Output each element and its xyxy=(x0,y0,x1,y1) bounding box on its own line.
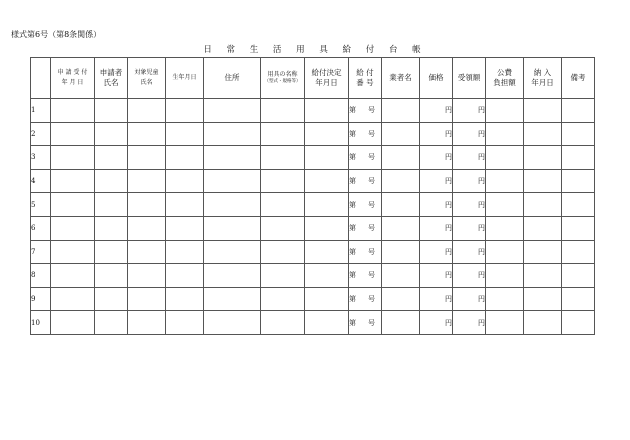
vendor-cell[interactable] xyxy=(382,216,420,240)
grant-number-cell[interactable] xyxy=(349,193,382,217)
grant-number-cell[interactable] xyxy=(349,122,382,146)
yen-unit: 円 xyxy=(445,247,452,256)
grant-number-suffix: 号 xyxy=(368,200,375,209)
price-cell[interactable] xyxy=(420,146,453,170)
row-number: 2 xyxy=(31,122,51,146)
decision-date-cell[interactable] xyxy=(305,287,349,311)
public-share-cell[interactable] xyxy=(486,287,524,311)
header-row xyxy=(31,58,595,99)
address-cell[interactable] xyxy=(204,216,261,240)
yen-unit: 円 xyxy=(478,295,485,304)
col-header-address: 住所 xyxy=(204,58,261,99)
yen-unit: 円 xyxy=(445,153,452,162)
decision-date-cell[interactable] xyxy=(305,311,349,335)
public-share-cell[interactable] xyxy=(486,99,524,123)
remarks-cell[interactable] xyxy=(562,287,595,311)
child-cell[interactable] xyxy=(128,122,166,146)
yen-unit: 円 xyxy=(478,153,485,162)
birthdate-cell[interactable] xyxy=(166,122,204,146)
grant-number-suffix: 号 xyxy=(368,153,375,162)
address-cell[interactable] xyxy=(204,287,261,311)
child-cell[interactable] xyxy=(128,146,166,170)
table-row xyxy=(31,216,595,240)
decision-date-cell[interactable] xyxy=(305,122,349,146)
received-amount-cell[interactable] xyxy=(453,99,486,123)
payment-date-cell[interactable] xyxy=(524,216,562,240)
grant-number-prefix: 第 xyxy=(349,247,356,256)
grant-number-suffix: 号 xyxy=(368,318,375,327)
row-number: 4 xyxy=(31,169,51,193)
child-cell[interactable] xyxy=(128,169,166,193)
remarks-cell[interactable] xyxy=(562,311,595,335)
document-title: 日 常 生 活 用 具 給 付 台 帳 xyxy=(203,45,427,55)
grant-number-prefix: 第 xyxy=(349,318,356,327)
price-cell[interactable] xyxy=(420,240,453,264)
item-name-cell[interactable] xyxy=(261,146,305,170)
public-share-cell[interactable] xyxy=(486,216,524,240)
price-cell[interactable] xyxy=(420,287,453,311)
payment-date-cell[interactable] xyxy=(524,169,562,193)
col-header-vendor: 業者名 xyxy=(382,58,420,99)
received-amount-cell[interactable] xyxy=(453,216,486,240)
receipt-date-cell[interactable] xyxy=(51,240,95,264)
grant-number-cell[interactable] xyxy=(349,311,382,335)
public-share-cell[interactable] xyxy=(486,193,524,217)
decision-date-cell[interactable] xyxy=(305,240,349,264)
yen-unit: 円 xyxy=(445,224,452,233)
public-share-cell[interactable] xyxy=(486,264,524,288)
col-header-grant-no: 給 付 番 号 xyxy=(349,58,382,99)
birthdate-cell[interactable] xyxy=(166,169,204,193)
applicant-cell[interactable] xyxy=(95,311,128,335)
item-name-cell[interactable] xyxy=(261,99,305,123)
public-share-cell[interactable] xyxy=(486,146,524,170)
yen-unit: 円 xyxy=(445,318,452,327)
price-cell[interactable] xyxy=(420,193,453,217)
public-share-cell[interactable] xyxy=(486,311,524,335)
payment-date-cell[interactable] xyxy=(524,264,562,288)
receipt-date-cell[interactable] xyxy=(51,193,95,217)
col-header-applicant: 申請者 氏名 xyxy=(95,58,128,99)
table-row xyxy=(31,169,595,193)
yen-unit: 円 xyxy=(478,129,485,138)
applicant-cell[interactable] xyxy=(95,169,128,193)
received-amount-cell[interactable] xyxy=(453,193,486,217)
item-name-cell[interactable] xyxy=(261,193,305,217)
remarks-cell[interactable] xyxy=(562,240,595,264)
birthdate-cell[interactable] xyxy=(166,287,204,311)
price-cell[interactable] xyxy=(420,311,453,335)
col-header-payment-date: 納 入 年月日 xyxy=(524,58,562,99)
yen-unit: 円 xyxy=(445,200,452,209)
row-number: 10 xyxy=(31,311,51,335)
child-cell[interactable] xyxy=(128,216,166,240)
decision-date-cell[interactable] xyxy=(305,264,349,288)
remarks-cell[interactable] xyxy=(562,264,595,288)
grant-number-prefix: 第 xyxy=(349,271,356,280)
item-name-cell[interactable] xyxy=(261,287,305,311)
applicant-cell[interactable] xyxy=(95,99,128,123)
receipt-date-cell[interactable] xyxy=(51,99,95,123)
grant-number-cell[interactable] xyxy=(349,264,382,288)
receipt-date-cell[interactable] xyxy=(51,146,95,170)
row-number: 6 xyxy=(31,216,51,240)
price-cell[interactable] xyxy=(420,169,453,193)
grant-number-prefix: 第 xyxy=(349,200,356,209)
child-cell[interactable] xyxy=(128,193,166,217)
public-share-cell[interactable] xyxy=(486,240,524,264)
applicant-cell[interactable] xyxy=(95,193,128,217)
table-row xyxy=(31,311,595,335)
yen-unit: 円 xyxy=(445,295,452,304)
grant-number-cell[interactable] xyxy=(349,99,382,123)
grant-number-prefix: 第 xyxy=(349,129,356,138)
address-cell[interactable] xyxy=(204,193,261,217)
payment-date-cell[interactable] xyxy=(524,122,562,146)
form-number-label: 様式第6号（第8条関係） xyxy=(11,30,102,39)
birthdate-cell[interactable] xyxy=(166,193,204,217)
address-cell[interactable] xyxy=(204,146,261,170)
remarks-cell[interactable] xyxy=(562,122,595,146)
address-cell[interactable] xyxy=(204,122,261,146)
col-header-receipt-date: 申 請 受 付 年 月 日 xyxy=(51,58,95,99)
yen-unit: 円 xyxy=(445,129,452,138)
payment-date-cell[interactable] xyxy=(524,193,562,217)
table-row xyxy=(31,193,595,217)
public-share-cell[interactable] xyxy=(486,122,524,146)
received-amount-cell[interactable] xyxy=(453,169,486,193)
received-amount-cell[interactable] xyxy=(453,287,486,311)
col-header-item-name: 用具の名称 （型式・規格等） xyxy=(261,58,305,99)
remarks-cell[interactable] xyxy=(562,146,595,170)
applicant-cell[interactable] xyxy=(95,264,128,288)
vendor-cell[interactable] xyxy=(382,311,420,335)
vendor-cell[interactable] xyxy=(382,146,420,170)
table-row xyxy=(31,122,595,146)
decision-date-cell[interactable] xyxy=(305,193,349,217)
yen-unit: 円 xyxy=(445,271,452,280)
yen-unit: 円 xyxy=(478,271,485,280)
birthdate-cell[interactable] xyxy=(166,264,204,288)
yen-unit: 円 xyxy=(478,224,485,233)
grant-number-cell[interactable] xyxy=(349,146,382,170)
price-cell[interactable] xyxy=(420,216,453,240)
item-name-cell[interactable] xyxy=(261,216,305,240)
yen-unit: 円 xyxy=(445,177,452,186)
child-cell[interactable] xyxy=(128,287,166,311)
row-number: 1 xyxy=(31,99,51,123)
col-header-decision-date: 給付決定 年月日 xyxy=(305,58,349,99)
applicant-cell[interactable] xyxy=(95,240,128,264)
vendor-cell[interactable] xyxy=(382,122,420,146)
remarks-cell[interactable] xyxy=(562,216,595,240)
decision-date-cell[interactable] xyxy=(305,169,349,193)
child-cell[interactable] xyxy=(128,99,166,123)
row-number: 3 xyxy=(31,146,51,170)
grant-number-suffix: 号 xyxy=(368,247,375,256)
grant-number-prefix: 第 xyxy=(349,153,356,162)
grant-number-prefix: 第 xyxy=(349,106,356,115)
table-row xyxy=(31,264,595,288)
vendor-cell[interactable] xyxy=(382,193,420,217)
daily-living-equipment-ledger xyxy=(30,57,595,335)
decision-date-cell[interactable] xyxy=(305,146,349,170)
grant-number-suffix: 号 xyxy=(368,271,375,280)
payment-date-cell[interactable] xyxy=(524,311,562,335)
col-header-no xyxy=(31,58,51,99)
col-header-child: 対象児童 氏名 xyxy=(128,58,166,99)
grant-number-suffix: 号 xyxy=(368,177,375,186)
grant-number-prefix: 第 xyxy=(349,177,356,186)
grant-number-cell[interactable] xyxy=(349,240,382,264)
col-header-remarks: 備考 xyxy=(562,58,595,99)
decision-date-cell[interactable] xyxy=(305,99,349,123)
receipt-date-cell[interactable] xyxy=(51,264,95,288)
receipt-date-cell[interactable] xyxy=(51,216,95,240)
grant-number-prefix: 第 xyxy=(349,224,356,233)
grant-number-suffix: 号 xyxy=(368,224,375,233)
received-amount-cell[interactable] xyxy=(453,264,486,288)
payment-date-cell[interactable] xyxy=(524,240,562,264)
birthdate-cell[interactable] xyxy=(166,240,204,264)
table-row xyxy=(31,99,595,123)
birthdate-cell[interactable] xyxy=(166,99,204,123)
yen-unit: 円 xyxy=(478,318,485,327)
table-row xyxy=(31,240,595,264)
yen-unit: 円 xyxy=(478,200,485,209)
item-name-cell[interactable] xyxy=(261,122,305,146)
remarks-cell[interactable] xyxy=(562,193,595,217)
applicant-cell[interactable] xyxy=(95,287,128,311)
birthdate-cell[interactable] xyxy=(166,216,204,240)
grant-number-suffix: 号 xyxy=(368,129,375,138)
payment-date-cell[interactable] xyxy=(524,287,562,311)
address-cell[interactable] xyxy=(204,169,261,193)
receipt-date-cell[interactable] xyxy=(51,287,95,311)
vendor-cell[interactable] xyxy=(382,287,420,311)
remarks-cell[interactable] xyxy=(562,99,595,123)
row-number: 7 xyxy=(31,240,51,264)
receipt-date-cell[interactable] xyxy=(51,122,95,146)
child-cell[interactable] xyxy=(128,264,166,288)
address-cell[interactable] xyxy=(204,264,261,288)
grant-number-cell[interactable] xyxy=(349,216,382,240)
vendor-cell[interactable] xyxy=(382,240,420,264)
applicant-cell[interactable] xyxy=(95,122,128,146)
grant-number-prefix: 第 xyxy=(349,295,356,304)
table-row xyxy=(31,146,595,170)
payment-date-cell[interactable] xyxy=(524,146,562,170)
item-name-cell[interactable] xyxy=(261,169,305,193)
received-amount-cell[interactable] xyxy=(453,146,486,170)
birthdate-cell[interactable] xyxy=(166,311,204,335)
item-name-cell[interactable] xyxy=(261,240,305,264)
row-number: 5 xyxy=(31,193,51,217)
item-name-cell[interactable] xyxy=(261,311,305,335)
yen-unit: 円 xyxy=(445,106,452,115)
applicant-cell[interactable] xyxy=(95,216,128,240)
received-amount-cell[interactable] xyxy=(453,240,486,264)
grant-number-cell[interactable] xyxy=(349,287,382,311)
row-number: 8 xyxy=(31,264,51,288)
table-row xyxy=(31,287,595,311)
address-cell[interactable] xyxy=(204,311,261,335)
col-header-received: 受領額 xyxy=(453,58,486,99)
grant-number-suffix: 号 xyxy=(368,295,375,304)
decision-date-cell[interactable] xyxy=(305,216,349,240)
row-number: 9 xyxy=(31,287,51,311)
col-header-birthdate: 生年月日 xyxy=(166,58,204,99)
birthdate-cell[interactable] xyxy=(166,146,204,170)
col-header-public-share: 公費 負担額 xyxy=(486,58,524,99)
item-name-cell[interactable] xyxy=(261,264,305,288)
yen-unit: 円 xyxy=(478,177,485,186)
applicant-cell[interactable] xyxy=(95,146,128,170)
receipt-date-cell[interactable] xyxy=(51,169,95,193)
address-cell[interactable] xyxy=(204,240,261,264)
vendor-cell[interactable] xyxy=(382,169,420,193)
public-share-cell[interactable] xyxy=(486,169,524,193)
received-amount-cell[interactable] xyxy=(453,311,486,335)
price-cell[interactable] xyxy=(420,264,453,288)
price-cell[interactable] xyxy=(420,122,453,146)
yen-unit: 円 xyxy=(478,247,485,256)
received-amount-cell[interactable] xyxy=(453,122,486,146)
receipt-date-cell[interactable] xyxy=(51,311,95,335)
col-header-price: 価格 xyxy=(420,58,453,99)
vendor-cell[interactable] xyxy=(382,99,420,123)
child-cell[interactable] xyxy=(128,311,166,335)
yen-unit: 円 xyxy=(478,106,485,115)
grant-number-suffix: 号 xyxy=(368,106,375,115)
child-cell[interactable] xyxy=(128,240,166,264)
grant-number-cell[interactable] xyxy=(349,169,382,193)
price-cell[interactable] xyxy=(420,99,453,123)
remarks-cell[interactable] xyxy=(562,169,595,193)
vendor-cell[interactable] xyxy=(382,264,420,288)
address-cell[interactable] xyxy=(204,99,261,123)
payment-date-cell[interactable] xyxy=(524,99,562,123)
